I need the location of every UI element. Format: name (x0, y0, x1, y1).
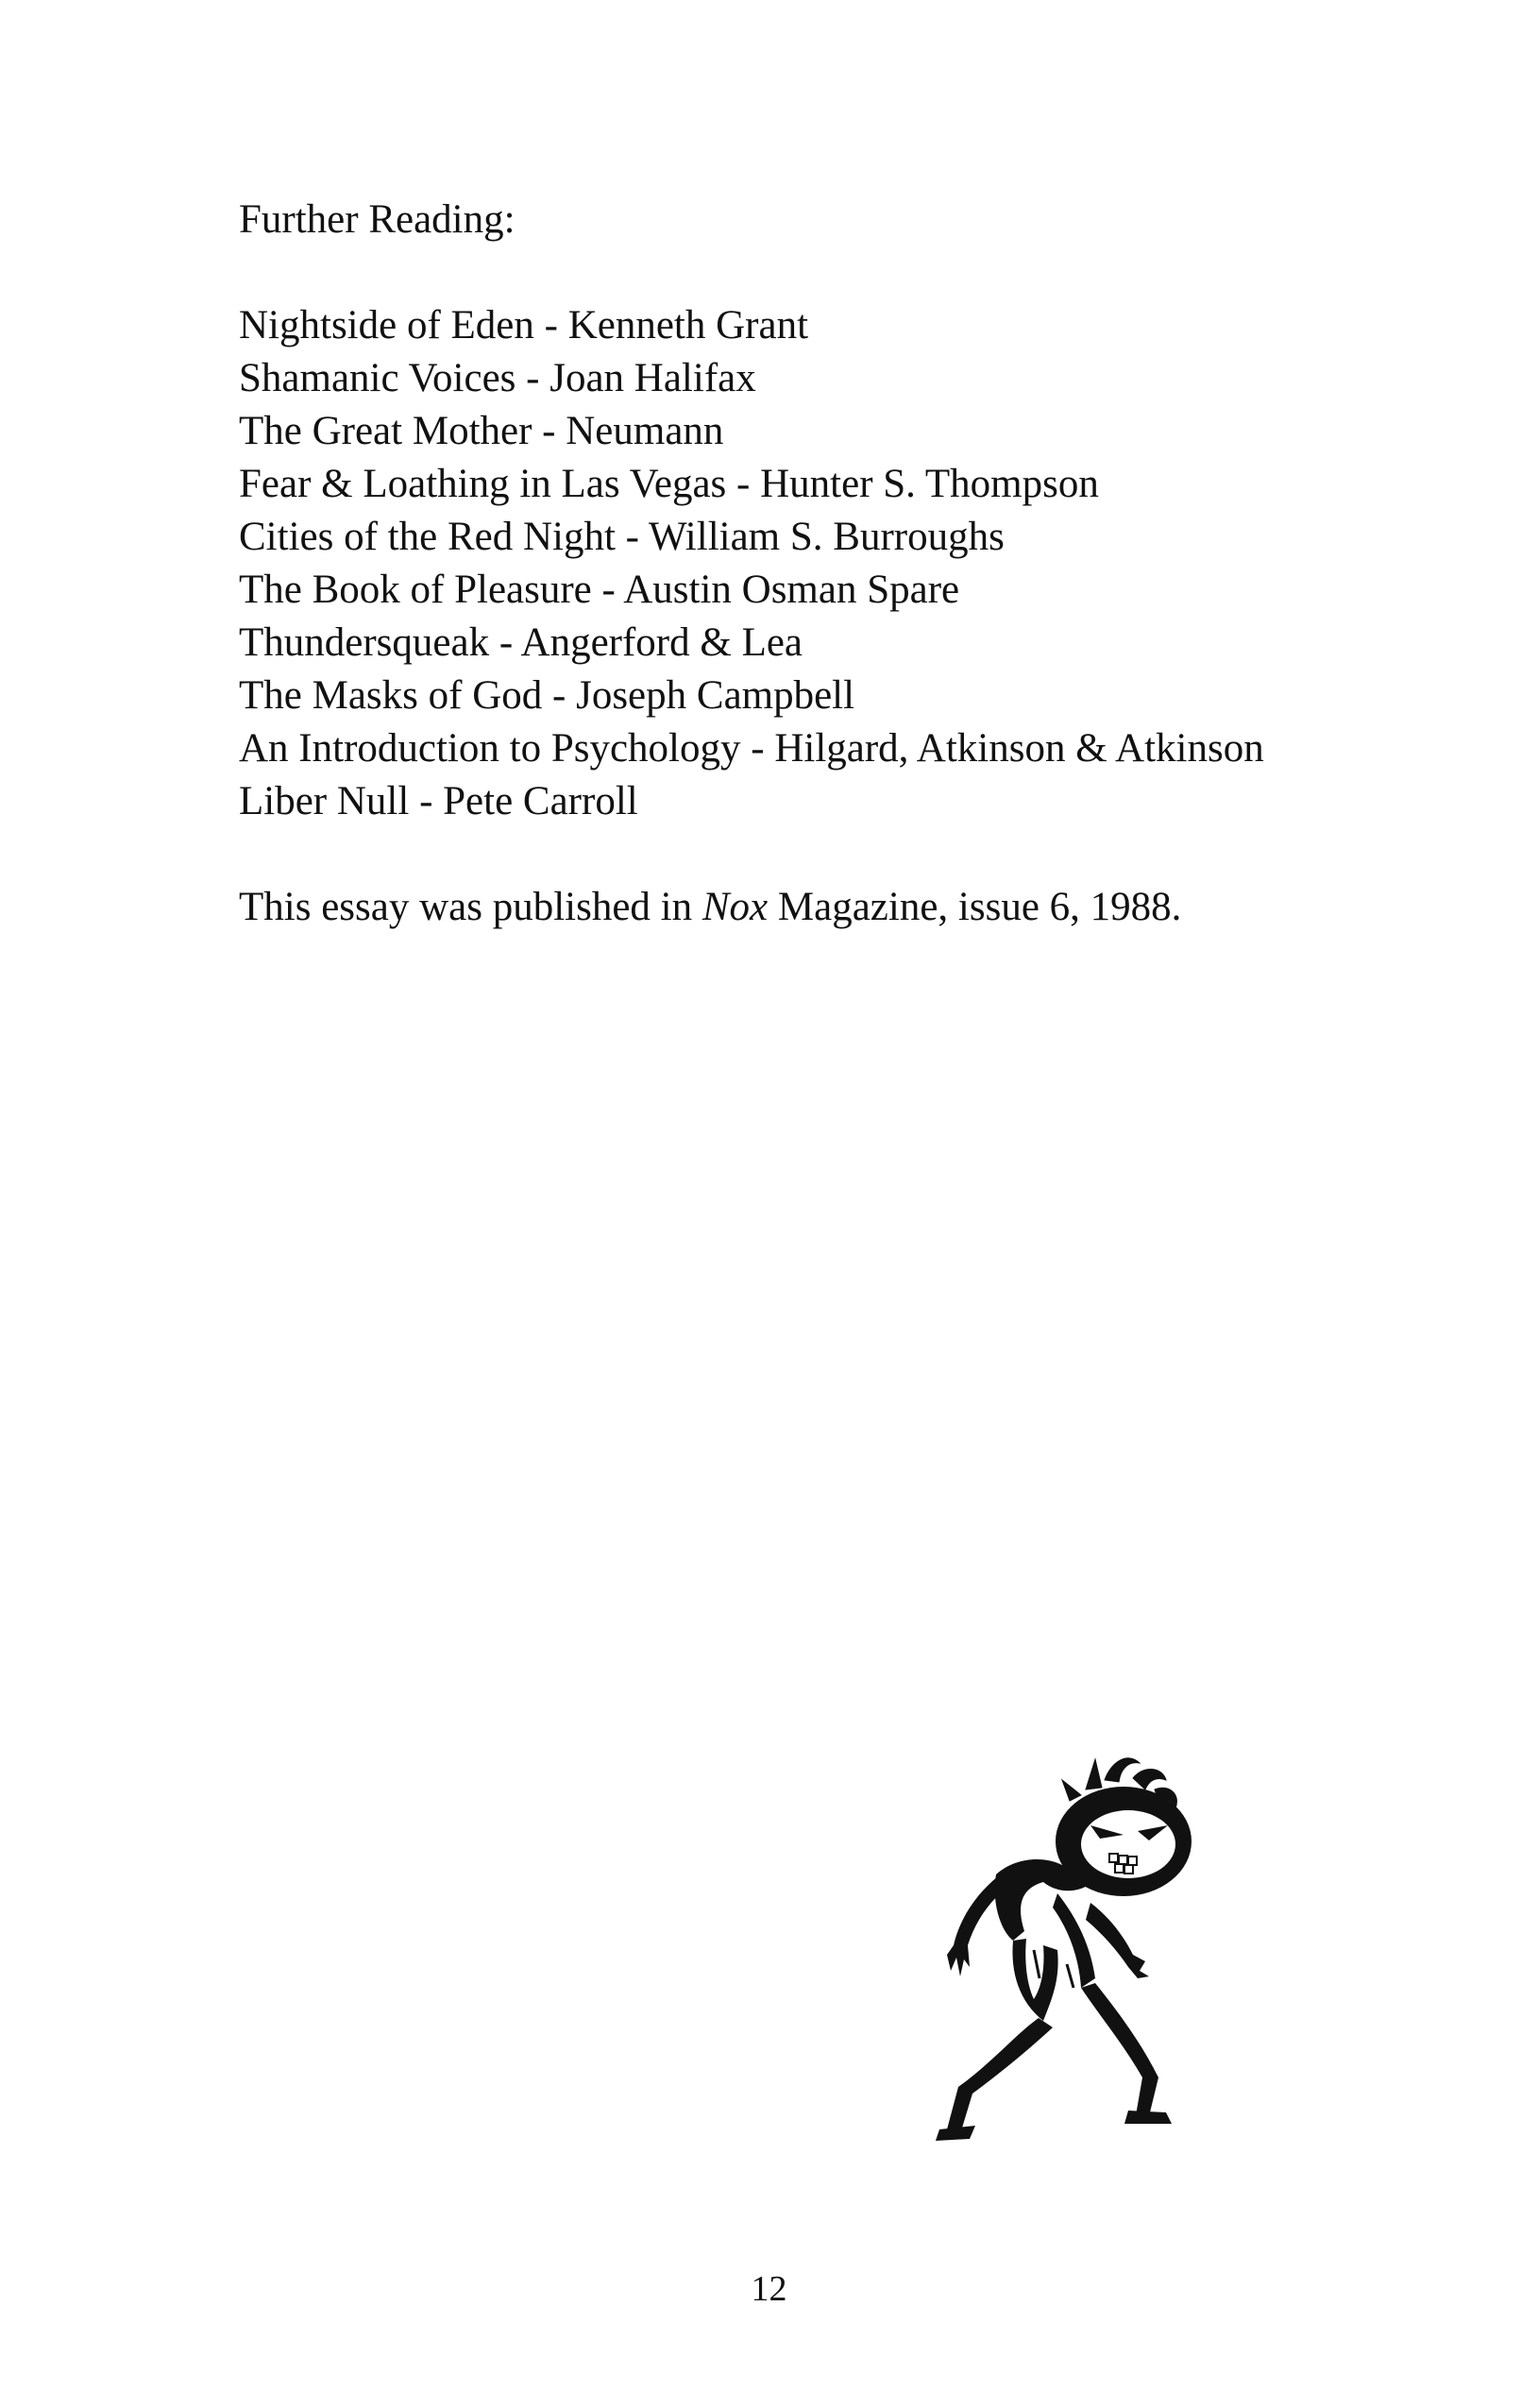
crouching-goblin-icon (902, 1752, 1279, 2148)
publication-note-prefix: This essay was published in (239, 885, 702, 929)
reading-list-item: Liber Null - Pete Carroll (239, 779, 638, 823)
publication-note-suffix: Magazine, issue 6, 1988. (768, 885, 1182, 929)
publication-note (239, 881, 1400, 934)
reading-list-item: Thundersqueak - Angerford & Lea (239, 620, 803, 665)
reading-list-item: Cities of the Red Night - William S. Burroughs (239, 515, 1005, 559)
reading-list-item: An Introduction to Psychology - Hilgard, Atkinson & Atkinson (239, 726, 1264, 771)
reading-list-item: The Great Mother - Neumann (239, 409, 724, 453)
reading-list-item: Shamanic Voices - Joan Halifax (239, 356, 756, 400)
magazine-title: Nox (701, 885, 769, 929)
reading-list-item: Nightside of Eden - Kenneth Grant (239, 303, 809, 348)
reading-list (239, 299, 1400, 828)
reading-list-item: The Book of Pleasure - Austin Osman Spare (239, 568, 960, 612)
reading-list-item: The Masks of God - Joseph Campbell (239, 673, 855, 718)
further-reading-heading: Further Reading: (239, 197, 515, 242)
page-number: 12 (751, 2269, 787, 2309)
reading-list-item: Fear & Loathing in Las Vegas - Hunter S. Thompson (239, 462, 1099, 506)
main-text-block (239, 194, 1400, 934)
